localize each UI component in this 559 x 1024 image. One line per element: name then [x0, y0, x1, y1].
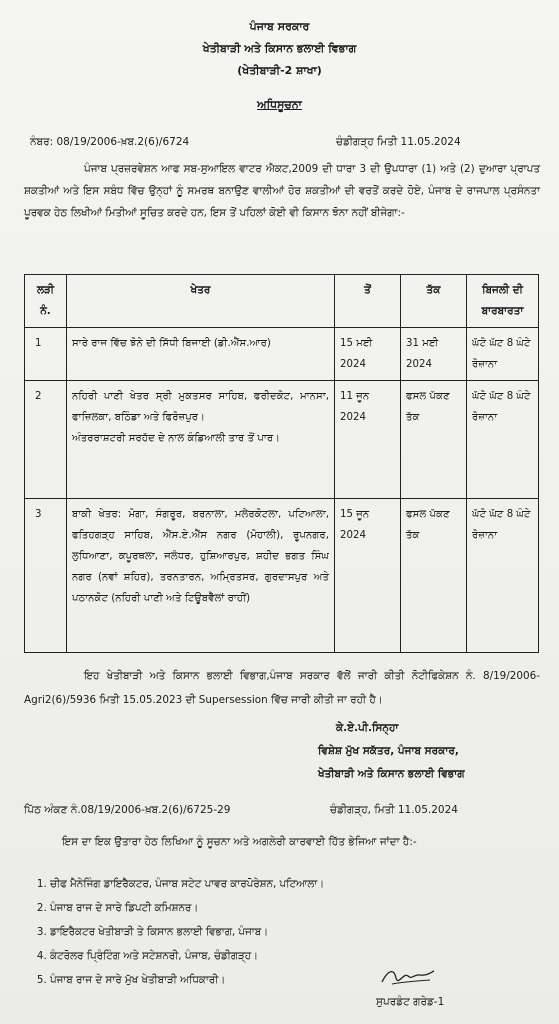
row-from: 11 ਜੂਨ 2024 [335, 381, 401, 499]
col-header-sn: ਲੜੀ ਨੰ. [25, 275, 67, 328]
schedule-table [24, 274, 539, 653]
endorsement-date: ਚੰਡੀਗੜ੍ਹ, ਮਿਤੀ 11.05.2024 [330, 804, 458, 816]
header-government: ਪੰਜਾਬ ਸਰਕਾਰ [249, 20, 310, 33]
row-sn: 1 [25, 328, 67, 381]
recipient-list [28, 872, 324, 992]
header-department: ਖੇਤੀਬਾੜੀ ਅਤੇ ਕਿਸਾਨ ਭਲਾਈ ਵਿਭਾਗ [202, 42, 357, 55]
row-to: ਫਸਲ ਪੱਕਣ ਤੱਕ [401, 499, 467, 653]
closing-designation: ਸੁਪਰਡੰਟ ਗਰੇਡ-1 [376, 996, 445, 1008]
row-sn: 3 [25, 499, 67, 653]
table-row [25, 381, 539, 499]
header-branch: (ਖੇਤੀਬਾੜੀ-2 ਸ਼ਾਖਾ) [237, 64, 322, 77]
row-area: ਬਾਕੀ ਖੇਤਰ: ਮੋਗਾ, ਸੰਗਰੂਰ, ਬਰਨਾਲਾ, ਮਲੇਰਕੋਟਲਾ, ਪਟਿਆਲਾ, ਫਤਿਹਗੜ੍ਹ ਸਾਹਿਬ, ਐੱਸ.ਏ.ਐੱਸ ਨਗਰ (ਮੋਹਾਲੀ), ਰੂਪਨਗਰ, ਲੁਧਿਆਣਾ, ਕਪੂਰਥਲਾ, ਜਲੰਧਰ, ਹੁਸ਼ਿਆਰਪੁਰ, ਸ਼ਹੀਦ ਭਗਤ ਸਿੰਘ ਨਗਰ (ਨਵਾਂ ਸ਼ਹਿਰ), ਤਰਨਤਾਰਨ, ਅਮ੍ਰਿਤਸਰ, ਗੁਰਦਾਸਪੁਰ ਅਤੇ ਪਠਾਨਕੋਟ (ਨਹਿਰੀ ਪਾਣੀ ਅਤੇ ਟਿਊਬਵੈੱਲਾਂ ਰਾਹੀਂ) [67, 499, 335, 653]
row-power: ਘੱਟੋ ਘੱਟ 8 ਘੰਟੇ ਰੋਜ਼ਾਨਾ [467, 499, 539, 653]
notification-title: ਅਧਿਸੂਚਨਾ [257, 98, 302, 111]
list-item: 1. ਚੀਫ ਮੈਨੇਜਿੰਗ ਡਾਇਰੈਕਟਰ, ਪੰਜਾਬ ਸਟੇਟ ਪਾਵਰ ਕਾਰਪੋਰੇਸ਼ਨ, ਪਟਿਆਲਾ। [50, 872, 324, 896]
list-item: 5. ਪੰਜਾਬ ਰਾਜ ਦੇ ਸਾਰੇ ਮੁੱਖ ਖੇਤੀਬਾੜੀ ਅਧਿਕਾਰੀ। [50, 968, 324, 992]
row-from: 15 ਜੂਨ 2024 [335, 499, 401, 653]
row-power: ਘੱਟੋ ਘੱਟ 8 ਘੰਟੇ ਰੋਜ਼ਾਨਾ [467, 328, 539, 381]
list-item: 2. ਪੰਜਾਬ ਰਾਜ ਦੇ ਸਾਰੇ ਡਿਪਟੀ ਕਮਿਸ਼ਨਰ। [50, 896, 324, 920]
endorsement-text: ਇਸ ਦਾ ਇਕ ਉਤਾਰਾ ਹੇਠ ਲਿਖਿਆ ਨੂੰ ਸੂਚਨਾ ਅਤੇ ਅਗਲੇਰੀ ਕਾਰਵਾਈ ਹਿੱਤ ਭੇਜਿਆ ਜਾਂਦਾ ਹੈ:- [62, 836, 417, 848]
row-area: ਸਾਰੇ ਰਾਜ ਵਿੱਚ ਝੋਨੇ ਦੀ ਸਿੱਧੀ ਬਿਜਾਈ (ਡੀ.ਐੱਸ.ਆਰ) [67, 328, 335, 381]
signatory-name: ਕੇ.ਏ.ਪੀ.ਸਿਨ੍ਹਾ [336, 722, 399, 734]
intro-paragraph: ਪੰਜਾਬ ਪ੍ਰਜ਼ਰਵੇਸ਼ਨ ਆਫ ਸਬ-ਸੁਆਇਲ ਵਾਟਰ ਐਕਟ,2009 ਦੀ ਧਾਰਾ 3 ਦੀ ਉਪਧਾਰਾ (1) ਅਤੇ (2) ਦੁਆਰਾ ਪ੍ਰਾਪਤ ਸ਼ਕਤੀਆਂ ਅਤੇ ਇਸ ਸਬੰਧ ਵਿੱਚ ਉਨ੍ਹਾਂ ਨੂੰ ਸਮਰਥ ਬਨਾਉਣ ਵਾਲੀਆਂ ਹੋਰ ਸ਼ਕਤੀਆਂ ਦੀ ਵਰਤੋਂ ਕਰਦੇ ਹੋਏ, ਪੰਜਾਬ ਦੇ ਰਾਜਪਾਲ ਪ੍ਰਸੰਨਤਾ ਪੂਰਵਕ ਹੇਠ ਲਿਖੀਆਂ ਮਿਤੀਆਂ ਸੂਚਿਤ ਕਰਦੇ ਹਨ, ਇਸ ਤੋਂ ਪਹਿਲਾਂ ਕੋਈ ਵੀ ਕਿਸਾਨ ਝੋਨਾ ਨਹੀਂ ਬੀਜੇਗਾ:- [24, 163, 540, 219]
col-header-area: ਖੇਤਰ [67, 275, 335, 328]
notification-date: ਚੰਡੀਗੜ੍ਹ ਮਿਤੀ 11.05.2024 [336, 136, 461, 148]
endorsement-number: ਪਿੱਠ ਅੰਕਣ ਨੰ.08/19/2006-ਖ਼ਬ.2(6)/6725-29 [24, 804, 231, 816]
row-to: ਫਸਲ ਪੱਕਣ ਤੱਕ [401, 381, 467, 499]
row-area [67, 381, 335, 499]
row-power: ਘੱਟੋ ਘੱਟ 8 ਘੰਟੇ ਰੋਜ਼ਾਨਾ [467, 381, 539, 499]
supersession-paragraph: ਇਹ ਖੇਤੀਬਾੜੀ ਅਤੇ ਕਿਸਾਨ ਭਲਾਈ ਵਿਭਾਗ,ਪੰਜਾਬ ਸਰਕਾਰ ਵੱਲੋਂ ਜਾਰੀ ਕੀਤੀ ਨੋਟੀਫਿਕੇਸ਼ਨ ਨੰ. 8/19/2006-Agri2(6)/5936 ਮਿਤੀ 15.05.2023 ਦੀ Supersession ਵਿੱਚ ਜਾਰੀ ਕੀਤੀ ਜਾ ਰਹੀ ਹੈ। [24, 670, 540, 706]
row-sn: 2 [25, 381, 67, 499]
col-header-from: ਤੋਂ [335, 275, 401, 328]
col-header-power: ਬਿਜਲੀ ਦੀ ਬਾਰਬਾਰਤਾ [467, 275, 539, 328]
signatory-department: ਖੇਤੀਬਾੜੀ ਅਤੇ ਕਿਸਾਨ ਭਲਾਈ ਵਿਭਾਗ [318, 768, 465, 780]
col-header-to: ਤੱਕ [401, 275, 467, 328]
table-row [25, 499, 539, 653]
list-item: 3. ਡਾਇਰੈਕਟਰ ਖੇਤੀਬਾੜੀ ਤੇ ਕਿਸਾਨ ਭਲਾਈ ਵਿਭਾਗ, ਪੰਜਾਬ। [50, 920, 324, 944]
handwritten-signature [378, 962, 438, 992]
row-area-main: ਨਹਿਰੀ ਪਾਣੀ ਖੇਤਰ ਸ੍ਰੀ ਮੁਕਤਸਰ ਸਾਹਿਬ, ਫਰੀਦਕੋਟ, ਮਾਨਸਾ, ਫਾਜ਼ਿਲਕਾ, ਬਠਿੰਡਾ ਅਤੇ ਫਿਰੋਜ਼ਪੁਰ। [72, 391, 329, 423]
list-item: 4. ਕੰਟਰੋਲਰ ਪ੍ਰਿੰਟਿੰਗ ਅਤੇ ਸਟੇਸ਼ਨਰੀ, ਪੰਜਾਬ, ਚੰਡੀਗੜ੍ਹ। [50, 944, 324, 968]
row-area-border: ਅੰਤਰਰਾਸ਼ਟਰੀ ਸਰਹੱਦ ਦੇ ਨਾਲ ਕੰਡਿਆਲੀ ਤਾਰ ਤੋਂ ਪਾਰ। [72, 433, 281, 444]
row-to: 31 ਮਈ 2024 [401, 328, 467, 381]
signatory-designation: ਵਿਸ਼ੇਸ਼ ਮੁੱਖ ਸਕੱਤਰ, ਪੰਜਾਬ ਸਰਕਾਰ, [318, 745, 459, 757]
notification-number: ਨੰਬਰ: 08/19/2006-ਖ਼ਬ.2(6)/6724 [30, 136, 190, 148]
row-from: 15 ਮਈ 2024 [335, 328, 401, 381]
table-row [25, 328, 539, 381]
